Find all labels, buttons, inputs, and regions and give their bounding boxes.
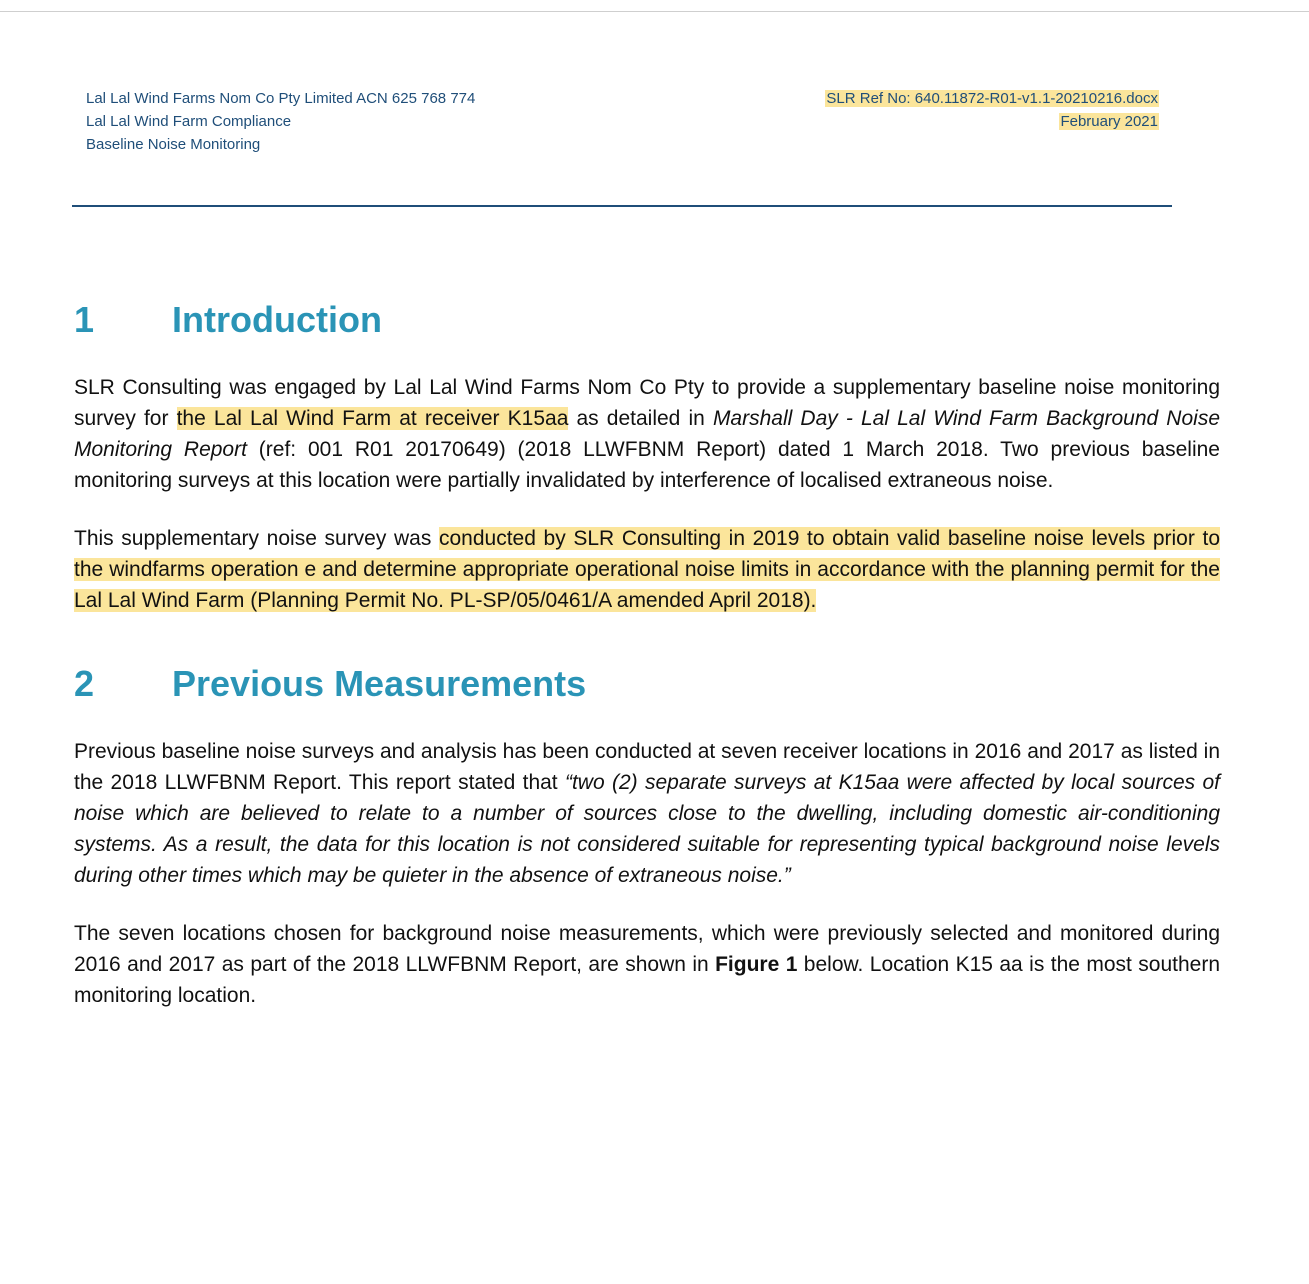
page-top-border (0, 11, 1309, 12)
document-body (74, 294, 1220, 1011)
header-subject-line: Baseline Noise Monitoring (86, 136, 261, 153)
section-number: 1 (74, 299, 95, 340)
quoted-text-italic: “two (2) separate surveys at K15aa were affected by local sources of noise which are believed to relate to a number of sources close to the dwelling, including domestic air-conditioning systems. As a result, the data for this location is not considered suitable for representing typical background noise levels during other times which may be quieter in the absence of extraneous noise.” (74, 771, 1221, 887)
text-run: below. Location K15 aa is the most southern monitoring location. (74, 953, 1221, 1007)
section-title: Previous Measurements (172, 663, 587, 704)
figure-reference: Figure 1 (715, 953, 798, 976)
highlighted-text: conducted by SLR Consulting in 2019 to obtain valid baseline noise levels prior to the windfarms operation e and determine appropriate operational noise limits in accordance with the planning permit for the Lal Lal Wind Farm (Planning Permit No. PL-SP/05/0461/A amended April 2018). (74, 527, 1220, 612)
section-title: Introduction (172, 299, 382, 340)
measurements-paragraph-1 (74, 736, 1220, 891)
section-heading-introduction (74, 294, 1220, 346)
highlighted-text: the Lal Lal Wind Farm at receiver K15aa (176, 407, 569, 430)
header-divider (72, 205, 1172, 207)
text-run: as detailed in (568, 407, 713, 430)
section-heading-previous-measurements (74, 658, 1220, 710)
section-number: 2 (74, 663, 95, 704)
intro-paragraph-2 (74, 523, 1220, 616)
document-header-right (825, 87, 1159, 133)
text-run: This supplementary noise survey was (74, 527, 439, 550)
text-run: (ref: 001 R01 20170649) (2018 LLWFBNM Report) dated 1 March 2018. Two previous baseline monitoring surveys at this location were partially invalidated by interference of localised extraneous noise. (74, 438, 1220, 492)
document-header-left (86, 87, 475, 156)
text-run: SLR Consulting was engaged by Lal Lal Wind Farms Nom Co Pty to provide a supplementary baseline noise monitoring survey for (74, 376, 1220, 430)
intro-paragraph-1 (74, 372, 1220, 496)
report-title-italic: Marshall Day - Lal Lal Wind Farm Background Noise Monitoring Report (74, 407, 1220, 461)
header-date: February 2021 (1060, 113, 1158, 130)
measurements-paragraph-2 (74, 918, 1220, 1011)
text-run: The seven locations chosen for background noise measurements, which were previously selected and monitored during 2016 and 2017 as part of the 2018 LLWFBNM Report, are shown in (74, 922, 1220, 976)
header-reference-number: SLR Ref No: 640.11872-R01-v1.1-20210216.docx (826, 90, 1158, 107)
text-run: Previous baseline noise surveys and analysis has been conducted at seven receiver locations in 2016 and 2017 as listed in the 2018 LLWFBNM Report. This report stated that (74, 740, 1220, 794)
header-project-line: Lal Lal Wind Farm Compliance (86, 113, 292, 130)
header-company-line: Lal Lal Wind Farms Nom Co Pty Limited ACN 625 768 774 (86, 90, 476, 107)
